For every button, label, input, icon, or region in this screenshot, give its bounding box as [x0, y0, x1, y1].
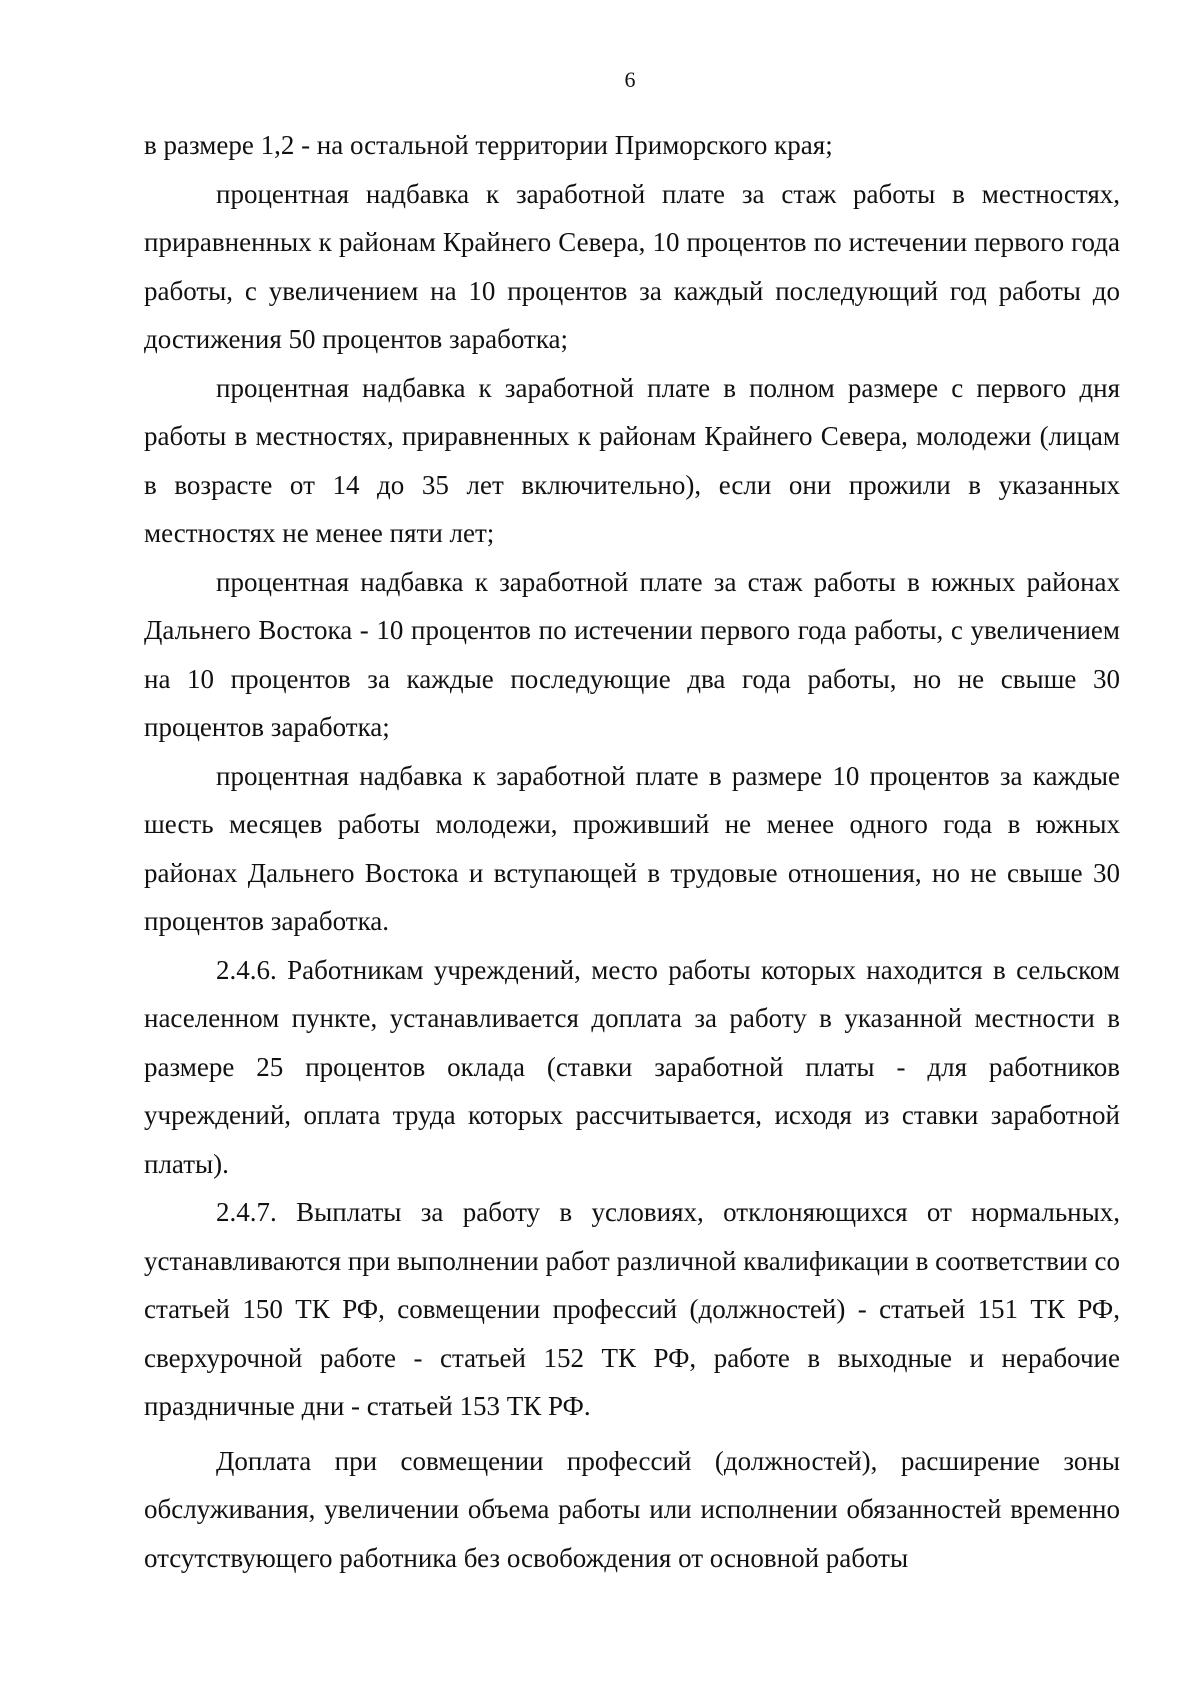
- paragraph-2-4-7-abnormal-conditions: 2.4.7. Выплаты за работу в условиях, отклоняющихся от нормальных, устанавливаются при выполнении работ различной квалификации в соответствии со статьей 150 ТК РФ, совмещении профессий (должностей) - статьей 151 ТК РФ, сверхурочной работе - статьей 152 ТК РФ, работе в выходные и нерабочие праздничные дни - статьей 153 ТК РФ.: [144, 1197, 1120, 1421]
- paragraph-far-east-allowance: процентная надбавка к заработной плате за стаж работы в южных районах Дальнего Востока - 10 процентов по истечении первого года работы, с увеличением на 10 процентов за каждые последующие два года работы, но не свыше 30 процентов заработка;: [144, 566, 1120, 742]
- paragraph-2-4-6-rural-bonus: 2.4.6. Работникам учреждений, место работы которых находится в сельском населенном пункте, устанавливается доплата за работу в указанной местности в размере 25 процентов оклада (ставки заработной платы - для работников учреждений, оплата труда которых рассчитывается, исходя из ставки заработной платы).: [144, 954, 1120, 1179]
- paragraph-north-allowance: процентная надбавка к заработной плате за стаж работы в местностях, приравненных к районам Крайнего Севера, 10 процентов по истечении первого года работы, с увеличением на 10 процентов за каждый последующий год работы до достижения 50 процентов заработка;: [144, 178, 1120, 354]
- document-body: [144, 121, 1120, 1582]
- page-number: 6: [624, 67, 636, 92]
- paragraph-combined-duties-bonus: Доплата при совмещении профессий (должностей), расширение зоны обслуживания, увеличении объема работы или исполнении обязанностей временно отсутствующего работника без освобождения от основной работы: [144, 1445, 1120, 1573]
- paragraph-youth-north-allowance: процентная надбавка к заработной плате в полном размере с первого дня работы в местностях, приравненных к районам Крайнего Севера, молодежи (лицам в возрасте от 14 до 35 лет включительно), если они прожили в указанных местностях не менее пяти лет;: [144, 372, 1120, 548]
- paragraph-region-coefficient: в размере 1,2 - на остальной территории Приморского края;: [144, 130, 833, 160]
- paragraph-youth-far-east-allowance: процентная надбавка к заработной плате в размере 10 процентов за каждые шесть месяцев работы молодежи, проживший не менее одного года в южных районах Дальнего Востока и вступающей в трудовые отношения, но не свыше 30 процентов заработка.: [144, 760, 1120, 936]
